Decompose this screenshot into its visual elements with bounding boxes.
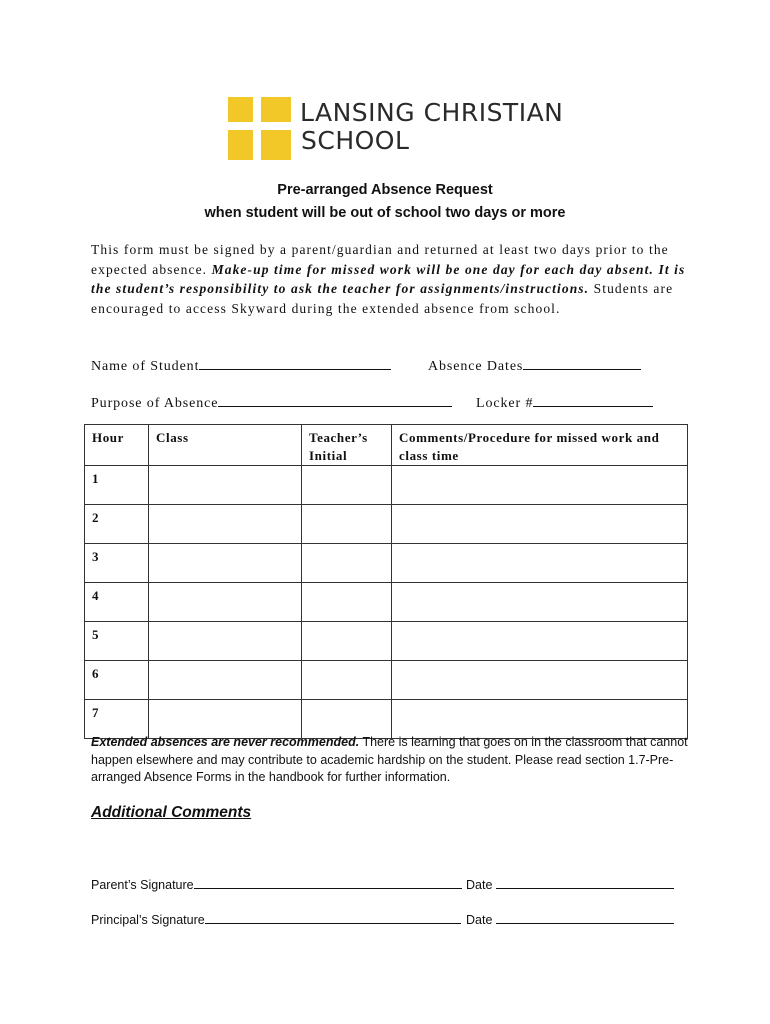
intro-paragraph — [91, 240, 691, 318]
hour-cell: 3 — [85, 544, 149, 583]
parent-date-field[interactable] — [466, 878, 674, 892]
comments-cell[interactable] — [392, 544, 688, 583]
table-row — [85, 700, 688, 739]
class-cell[interactable] — [149, 661, 302, 700]
principal-signature-label: Principal’s Signature — [91, 913, 205, 927]
parent-signature-blank[interactable] — [194, 878, 462, 889]
table-row — [85, 505, 688, 544]
parent-date-label: Date — [466, 878, 493, 892]
intro-emphasis-2: It is the student’s responsibility to ask the teacher for assignments/instructions. — [91, 261, 686, 296]
absence-dates-blank[interactable] — [523, 356, 641, 370]
comments-cell[interactable] — [392, 622, 688, 661]
student-name-blank[interactable] — [199, 356, 391, 370]
hour-cell: 1 — [85, 466, 149, 505]
hour-cell: 2 — [85, 505, 149, 544]
class-cell[interactable] — [149, 700, 302, 739]
table-row — [85, 466, 688, 505]
initial-cell[interactable] — [302, 505, 392, 544]
header-class: Class — [149, 425, 302, 466]
parent-signature-field[interactable] — [91, 878, 462, 892]
class-cell[interactable] — [149, 544, 302, 583]
comments-cell[interactable] — [392, 505, 688, 544]
hour-cell: 5 — [85, 622, 149, 661]
student-name-field[interactable] — [91, 356, 391, 375]
intro-text-1: This form must be signed by a parent/guardian and returned at least two days prior to the expected absence. — [91, 242, 669, 277]
note-text: There is learning that goes on in the classroom that cannot happen elsewhere and may contribute to academic hardship on the student. Please read section 1.7-Pre-arranged Absence Forms in the handbook for further information. — [91, 735, 688, 784]
locker-blank[interactable] — [533, 393, 653, 407]
header-hour: Hour — [85, 425, 149, 466]
principal-date-field[interactable] — [466, 913, 674, 927]
purpose-field[interactable] — [91, 393, 452, 412]
comments-cell[interactable] — [392, 583, 688, 622]
class-cell[interactable] — [149, 622, 302, 661]
comments-cell[interactable] — [392, 466, 688, 505]
class-cell[interactable] — [149, 505, 302, 544]
class-cell[interactable] — [149, 466, 302, 505]
additional-comments-heading: Additional Comments — [91, 804, 252, 821]
form-subtitle: when student will be out of school two days or more — [204, 205, 566, 221]
hour-cell: 6 — [85, 661, 149, 700]
student-name-label: Name of Student — [91, 359, 200, 374]
note-emphasis: Extended absences are never recommended. — [91, 735, 360, 749]
initial-cell[interactable] — [302, 622, 392, 661]
initial-cell[interactable] — [302, 466, 392, 505]
absence-schedule-table — [84, 424, 688, 739]
header-comments: Comments/Procedure for missed work and class time — [392, 425, 688, 466]
initial-cell[interactable] — [302, 661, 392, 700]
school-logo — [228, 97, 564, 163]
extended-absence-note — [91, 734, 691, 787]
table-row — [85, 544, 688, 583]
purpose-blank[interactable] — [218, 393, 452, 407]
table-row — [85, 583, 688, 622]
principal-date-blank[interactable] — [496, 913, 674, 924]
hour-cell: 4 — [85, 583, 149, 622]
school-name — [300, 99, 563, 155]
table-header-row — [85, 425, 688, 466]
intro-emphasis-1: Make-up time for missed work will be one day for each day absent. — [211, 261, 654, 277]
principal-signature-blank[interactable] — [205, 913, 461, 924]
hour-cell: 7 — [85, 700, 149, 739]
absence-dates-label: Absence Dates — [428, 359, 524, 374]
class-cell[interactable] — [149, 583, 302, 622]
initial-cell[interactable] — [302, 700, 392, 739]
comments-cell[interactable] — [392, 700, 688, 739]
header-teacher-initial: Teacher’s Initial — [302, 425, 392, 466]
form-title: Pre-arranged Absence Request — [277, 182, 493, 198]
purpose-label: Purpose of Absence — [91, 396, 219, 411]
locker-label: Locker # — [476, 396, 534, 411]
cross-logo-icon — [228, 97, 292, 161]
school-name-line2: SCHOOL — [301, 126, 410, 155]
locker-field[interactable] — [476, 393, 653, 412]
comments-cell[interactable] — [392, 661, 688, 700]
school-name-line1: LANSING CHRISTIAN — [300, 98, 564, 127]
absence-dates-field[interactable] — [428, 356, 641, 375]
principal-date-label: Date — [466, 913, 493, 927]
initial-cell[interactable] — [302, 583, 392, 622]
parent-signature-label: Parent’s Signature — [91, 878, 194, 892]
intro-text-2: Students are encouraged to access Skyward during the extended absence from school. — [91, 281, 674, 316]
table-row — [85, 622, 688, 661]
table-row — [85, 661, 688, 700]
initial-cell[interactable] — [302, 544, 392, 583]
principal-signature-field[interactable] — [91, 913, 461, 927]
parent-date-blank[interactable] — [496, 878, 674, 889]
